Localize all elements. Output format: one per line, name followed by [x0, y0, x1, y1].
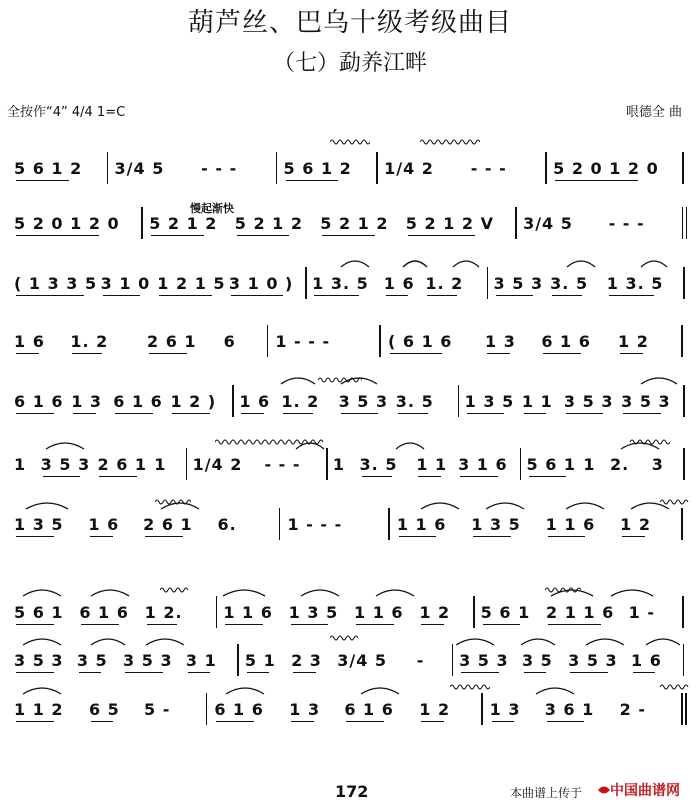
- note-group: 3/4 5: [337, 651, 388, 670]
- barline: [681, 693, 682, 725]
- note-group: 2.: [609, 455, 630, 474]
- note-group: 5 6 1: [526, 455, 577, 474]
- note-group: 3. 5: [395, 392, 434, 411]
- beam-underline: [460, 476, 498, 477]
- beam-underline: [79, 672, 102, 673]
- slur-mark: [455, 636, 495, 646]
- note-group: 6: [223, 332, 236, 351]
- note-group: 3 5 3: [40, 455, 91, 474]
- beam-underline: [149, 353, 187, 354]
- note-group: 3 5 3: [14, 651, 64, 670]
- beam-underline: [188, 672, 211, 673]
- note-group: 5 2 1 2: [234, 214, 303, 233]
- barline: [379, 325, 381, 357]
- beam-underline: [225, 624, 263, 625]
- beam-underline: [548, 536, 586, 537]
- beam-underline: [566, 413, 604, 414]
- note-group: 5 2 1 2: [149, 214, 218, 233]
- trill-mark: [318, 376, 362, 384]
- barline: [388, 508, 390, 540]
- barline: [481, 693, 483, 725]
- beam-underline: [237, 235, 290, 236]
- barline: [487, 267, 489, 299]
- beam-underline: [90, 536, 113, 537]
- beam-underline: [16, 672, 54, 673]
- note-group: 3 5 3: [493, 274, 544, 293]
- barline: [237, 644, 239, 676]
- barline: [305, 267, 307, 299]
- beam-underline: [622, 536, 645, 537]
- page-number: 172: [335, 782, 369, 801]
- note-group: 2 6 1: [143, 515, 193, 534]
- beam-underline: [314, 295, 359, 296]
- beam-underline: [552, 295, 582, 296]
- beam-underline: [543, 353, 581, 354]
- note-group: 1 -: [628, 603, 655, 622]
- barline: [683, 644, 685, 676]
- barline: [206, 693, 208, 725]
- note-group: 5 2 0 1 2 0: [553, 159, 659, 178]
- slur-mark: [420, 500, 460, 510]
- slur-mark: [90, 636, 126, 646]
- note-group: 6 1 6: [79, 603, 129, 622]
- beam-underline: [16, 721, 54, 722]
- beam-underline: [99, 476, 137, 477]
- beam-underline: [16, 180, 69, 181]
- beam-underline: [293, 672, 316, 673]
- note-group: - - -: [470, 159, 507, 178]
- beam-underline: [231, 295, 284, 296]
- note-group: 1 3 5: [14, 515, 64, 534]
- beam-underline: [291, 624, 329, 625]
- trill-mark: [660, 683, 690, 691]
- note-group: 3. 5: [359, 455, 398, 474]
- note-group: 3 6 1: [544, 700, 595, 719]
- slur-mark: [585, 636, 625, 646]
- score-line: [0, 315, 700, 365]
- trill-mark: [660, 498, 690, 506]
- key-setting: 全按作“4” 4/4 1=C: [7, 105, 126, 120]
- beam-underline: [159, 295, 212, 296]
- beam-underline: [125, 672, 163, 673]
- beam-underline: [247, 672, 270, 673]
- beam-underline: [555, 180, 638, 181]
- note-group: 1 2: [419, 700, 451, 719]
- beam-underline: [145, 536, 183, 537]
- note-group: 1 2.: [144, 603, 183, 622]
- beam-underline: [548, 624, 601, 625]
- barline: [520, 448, 522, 480]
- note-group: 1 3. 5: [606, 274, 664, 293]
- note-group: 3 5 3: [563, 392, 614, 411]
- score-line: [0, 683, 700, 733]
- barline: [232, 385, 234, 417]
- note-group: 1. 2: [281, 392, 320, 411]
- note-group: 3 5 3: [338, 392, 389, 411]
- note-group: 1 3: [289, 700, 321, 719]
- barline: [216, 596, 218, 628]
- trill-mark: [545, 586, 581, 594]
- slur-mark: [280, 375, 316, 385]
- note-group: 5 6 1 2: [283, 159, 352, 178]
- note-group: 1: [14, 455, 27, 474]
- note-group: 1 1: [521, 392, 553, 411]
- beam-underline: [492, 721, 515, 722]
- note-group: 3 1 6: [458, 455, 508, 474]
- barline: [682, 207, 683, 239]
- barline: [376, 152, 378, 184]
- note-group: 2 1 1 6: [546, 603, 615, 622]
- beam-underline: [283, 413, 313, 414]
- barline: [326, 448, 328, 480]
- beam-underline: [147, 624, 177, 625]
- beam-underline: [151, 235, 204, 236]
- barline: [473, 596, 475, 628]
- note-group: 6 1 6: [344, 700, 394, 719]
- note-group: 1. 2: [425, 274, 464, 293]
- slur-mark: [520, 636, 556, 646]
- note-group: 3 1: [185, 651, 217, 670]
- score-line: [0, 142, 700, 192]
- barline: [107, 152, 109, 184]
- slur-mark: [565, 500, 605, 510]
- slur-mark: [452, 258, 480, 268]
- note-group: 1/4 2: [384, 159, 434, 178]
- note-group: 5 6 1: [480, 603, 531, 622]
- barline: [683, 267, 685, 299]
- beam-underline: [421, 721, 444, 722]
- beam-underline: [461, 672, 499, 673]
- note-group: 3 5 3: [621, 392, 671, 411]
- trill-mark: [330, 634, 358, 642]
- note-group: 6 1 6: [541, 332, 591, 351]
- note-group: 3/4 5: [114, 159, 165, 178]
- note-group: 3/4 5: [523, 214, 573, 233]
- note-group: 1 3: [489, 700, 521, 719]
- site-logo-icon: [597, 783, 611, 797]
- tempo-marking: 慢起渐快: [190, 202, 234, 215]
- beam-underline: [408, 235, 476, 236]
- beam-underline: [286, 180, 339, 181]
- beam-underline: [633, 672, 656, 673]
- trill-mark: [160, 586, 190, 594]
- barline: [452, 644, 454, 676]
- note-group: 3 5: [76, 651, 108, 670]
- barline: [458, 385, 460, 417]
- note-group: 3 5 3: [568, 651, 618, 670]
- note-group: 1 6: [14, 332, 45, 351]
- beam-underline: [322, 235, 375, 236]
- beam-underline: [16, 295, 84, 296]
- beam-underline: [529, 476, 567, 477]
- note-group: 1 2 1 5: [157, 274, 226, 293]
- note-group: 3 1 0: [100, 274, 151, 293]
- slur-mark: [610, 587, 654, 597]
- beam-underline: [43, 476, 81, 477]
- note-group: 6 1 6: [113, 392, 163, 411]
- note-group: 1 3 5: [471, 515, 521, 534]
- slur-mark: [25, 500, 69, 510]
- note-group: 2 -: [619, 700, 646, 719]
- beam-underline: [623, 413, 661, 414]
- slur-mark: [222, 587, 266, 597]
- note-group: 1 3. 5: [312, 274, 369, 293]
- note-group: 1 1 6: [545, 515, 596, 534]
- beam-underline: [172, 413, 210, 414]
- note-group: 1 6: [630, 651, 662, 670]
- note-group: 3 5 3: [459, 651, 509, 670]
- beam-underline: [487, 353, 510, 354]
- beam-underline: [103, 295, 141, 296]
- beam-underline: [16, 536, 54, 537]
- note-group: 1 6: [239, 392, 271, 411]
- note-group: 6.: [217, 515, 237, 534]
- beam-underline: [427, 295, 457, 296]
- note-group: 6 1 6: [14, 392, 64, 411]
- note-group: 1 1 6: [354, 603, 404, 622]
- beam-underline: [241, 413, 264, 414]
- piece-subtitle: （七）勐养江畔: [272, 51, 427, 76]
- note-group: - - -: [201, 159, 238, 178]
- beam-underline: [620, 353, 643, 354]
- beam-underline: [16, 235, 99, 236]
- note-group: 2 6 1: [147, 332, 197, 351]
- barline: [141, 207, 143, 239]
- beam-underline: [16, 353, 39, 354]
- slur-mark: [22, 685, 62, 695]
- beam-underline: [496, 295, 534, 296]
- trill-mark: [330, 138, 370, 146]
- trill-mark: [450, 683, 490, 691]
- note-group: 1 2: [419, 603, 451, 622]
- note-group: - - -: [264, 455, 301, 474]
- beam-underline: [91, 721, 114, 722]
- note-group: 1 1 2: [14, 700, 64, 719]
- barline: [682, 596, 684, 628]
- beam-underline: [291, 721, 314, 722]
- note-group: 5 6 1: [14, 603, 64, 622]
- note-group: 1 2: [620, 515, 651, 534]
- trill-mark: [630, 438, 670, 446]
- note-group: 3 5 3: [123, 651, 173, 670]
- beam-underline: [346, 721, 384, 722]
- note-group: 1 1 6: [396, 515, 447, 534]
- beam-underline: [547, 721, 585, 722]
- barline: [186, 448, 188, 480]
- slur-mark: [640, 375, 678, 385]
- note-group: 3 5: [521, 651, 553, 670]
- barline: [515, 207, 517, 239]
- note-group: 3 1 0 ): [228, 274, 294, 293]
- slur-mark: [402, 258, 428, 268]
- note-group: 1/4 2: [192, 455, 243, 474]
- beam-underline: [398, 413, 428, 414]
- upload-note: 本曲谱上传于: [510, 786, 583, 800]
- beam-underline: [390, 353, 443, 354]
- note-group: 1 1: [416, 455, 448, 474]
- note-group: 6 5: [88, 700, 120, 719]
- note-group: ( 6 1 6: [387, 332, 453, 351]
- beam-underline: [362, 476, 392, 477]
- note-group: 3: [651, 455, 664, 474]
- beam-underline: [386, 295, 409, 296]
- slur-mark: [300, 587, 340, 597]
- note-group: 1 6: [383, 274, 415, 293]
- beam-underline: [524, 413, 547, 414]
- beam-underline: [16, 413, 54, 414]
- slur-mark: [22, 587, 62, 597]
- slur-mark: [90, 587, 130, 597]
- slur-mark: [225, 685, 265, 695]
- note-group: 5 2 1 2: [320, 214, 389, 233]
- trill-mark: [155, 498, 191, 506]
- note-group: 1 - - -: [287, 515, 343, 534]
- slur-mark: [145, 636, 185, 646]
- note-group: 2 6 1: [97, 455, 148, 474]
- beam-underline: [16, 624, 54, 625]
- beam-underline: [483, 624, 521, 625]
- note-group: ( 1 3 3 5: [14, 274, 98, 293]
- beam-underline: [418, 476, 441, 477]
- note-group: 1: [332, 455, 345, 474]
- beam-underline: [570, 672, 608, 673]
- slur-mark: [566, 258, 596, 268]
- beam-underline: [115, 413, 153, 414]
- note-group: -: [416, 651, 425, 670]
- beam-underline: [341, 413, 379, 414]
- beam-underline: [467, 413, 505, 414]
- beam-underline: [73, 413, 96, 414]
- slur-mark: [45, 440, 85, 450]
- note-group: 1: [154, 455, 167, 474]
- barline: [279, 508, 281, 540]
- slur-mark: [535, 685, 575, 695]
- beam-underline: [72, 353, 102, 354]
- note-group: 5 1: [244, 651, 276, 670]
- slur-mark: [22, 636, 62, 646]
- note-group: 1 - - -: [275, 332, 331, 351]
- beam-underline: [609, 295, 654, 296]
- slur-mark: [485, 500, 525, 510]
- composer-credit: 哏德全 曲: [625, 105, 682, 120]
- note-group: 6 1 6: [214, 700, 264, 719]
- note-group: 2 3: [291, 651, 322, 670]
- slur-mark: [395, 440, 425, 450]
- beam-underline: [524, 672, 547, 673]
- slur-mark: [640, 258, 668, 268]
- note-group: 1 2 ): [170, 392, 217, 411]
- barline: [545, 152, 547, 184]
- note-group: 1 3: [485, 332, 516, 351]
- beam-underline: [216, 721, 254, 722]
- note-group: 5 -: [144, 700, 171, 719]
- beam-underline: [399, 536, 437, 537]
- score-line: [0, 438, 700, 488]
- note-group: 1 6: [88, 515, 120, 534]
- note-group: - - -: [608, 214, 645, 233]
- barline: [682, 152, 684, 184]
- note-group: 1. 2: [70, 332, 109, 351]
- note-group: 3. 5: [550, 274, 589, 293]
- barline: [683, 385, 685, 417]
- barline: [276, 152, 278, 184]
- beam-underline: [473, 536, 511, 537]
- note-group: 1 3 5: [464, 392, 515, 411]
- score-line: [0, 197, 700, 247]
- beam-underline: [356, 624, 394, 625]
- note-group: 1 3 5: [288, 603, 339, 622]
- note-group: 1 1 6: [223, 603, 273, 622]
- barline: [267, 325, 269, 357]
- trill-mark: [420, 138, 480, 146]
- barline: [683, 448, 685, 480]
- barline: [681, 325, 683, 357]
- note-group: 1 2: [618, 332, 649, 351]
- slur-mark: [645, 636, 681, 646]
- note-group: 5 2 0 1 2 0: [14, 214, 120, 233]
- trill-mark: [215, 438, 325, 446]
- site-name: 中国曲谱网: [610, 783, 680, 799]
- beam-underline: [421, 624, 444, 625]
- note-group: 1: [583, 455, 596, 474]
- page-title: 葫芦丝、巴乌十级考级曲目: [187, 8, 512, 38]
- beam-underline: [81, 624, 119, 625]
- note-group: 5 2 1 2 V: [405, 214, 494, 233]
- note-group: 1 3: [71, 392, 103, 411]
- note-group: 5 6 1 2: [14, 159, 83, 178]
- barline: [681, 508, 683, 540]
- slur-mark: [375, 587, 415, 597]
- slur-mark: [340, 258, 370, 268]
- slur-mark: [360, 685, 400, 695]
